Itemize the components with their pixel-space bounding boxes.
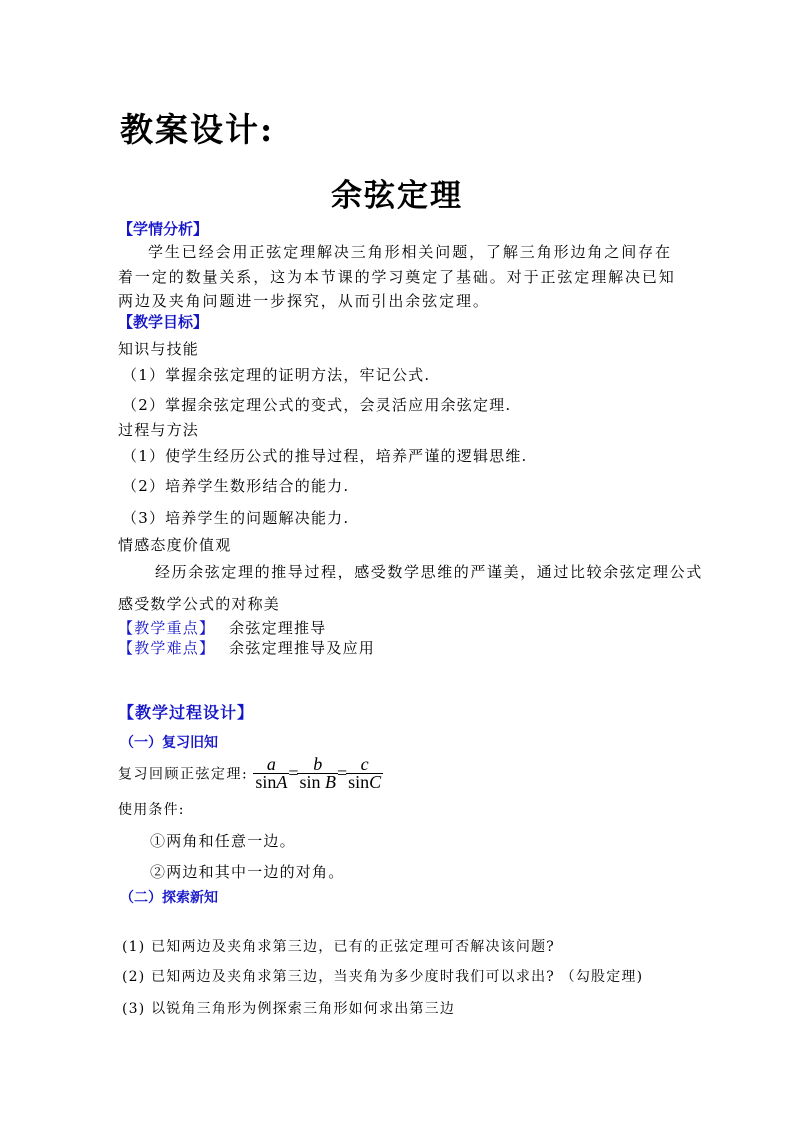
attitude-label: 情感态度价值观 — [118, 536, 232, 554]
condition-item: ②两边和其中一边的对角。 — [150, 863, 345, 881]
process-item: （2）培养学生数形结合的能力. — [122, 477, 350, 495]
question-item: (3) 以锐角三角形为例探索三角形如何求出第三边 — [122, 1001, 456, 1017]
difficulty-row — [118, 637, 375, 658]
conditions-label: 使用条件: — [118, 802, 185, 818]
document-title: 教案设计: — [120, 110, 275, 149]
process-item: （1）使学生经历公式的推导过程，培养严谨的逻辑思维. — [122, 447, 528, 465]
attitude-line-1: 经历余弦定理的推导过程，感受数学思维的严谨美，通过比较余弦定理公式 — [155, 563, 703, 581]
process-label: 过程与方法 — [118, 421, 200, 439]
attitude-line-2: 感受数学公式的对称美 — [118, 595, 281, 613]
analysis-paragraph: 学生已经会用正弦定理解决三角形相关问题，了解三角形边角之间存在着一定的数量关系，这为本节课的学习奠定了基础。对于正弦定理解决已知两边及夹角问题进一步探究，从而引出余弦定理。 — [118, 243, 676, 310]
part2-heading: （二）探索新知 — [120, 890, 218, 906]
knowledge-label: 知识与技能 — [118, 340, 200, 358]
condition-item: ①两角和任意一边。 — [150, 832, 296, 850]
process-design-heading: 【教学过程设计】 — [118, 703, 255, 722]
difficulty-heading: 【教学难点】 — [118, 639, 216, 657]
analysis-heading: 【学情分析】 — [118, 220, 209, 238]
knowledge-item: （2）掌握余弦定理公式的变式，会灵活应用余弦定理. — [122, 396, 512, 414]
question-item: (1) 已知两边及夹角求第三边，已有的正弦定理可否解决该问题? — [122, 939, 555, 955]
key-point-text: 余弦定理推导 — [229, 619, 327, 637]
objectives-heading: 【教学目标】 — [118, 313, 209, 331]
question-item: (2) 已知两边及夹角求第三边，当夹角为多少度时我们可以求出? （勾股定理) — [122, 969, 644, 985]
lesson-title: 余弦定理 — [331, 178, 463, 214]
knowledge-item: （1）掌握余弦定理的证明方法，牢记公式. — [122, 366, 431, 384]
key-point-heading: 【教学重点】 — [118, 619, 216, 637]
formula-label: 复习回顾正弦定理: — [118, 766, 249, 783]
sine-law-line: 复习回顾正弦定理: $\frac{a}{\sin A}$ = $\frac{b}{\text{sin B}}$ = $\frac{c}{\sin C}$ — [118, 754, 382, 792]
fraction-b: $\frac{b}{\text{sin B}}$ — [299, 754, 336, 792]
fraction-c: $\frac{c}{\sin C}$ — [348, 754, 382, 792]
process-item: （3）培养学生的问题解决能力. — [122, 509, 350, 527]
fraction-a: $\frac{a}{\sin A}$ — [255, 754, 288, 792]
key-point-row — [118, 617, 326, 638]
difficulty-text: 余弦定理推导及应用 — [229, 639, 375, 657]
part1-heading: （一）复习旧知 — [120, 735, 218, 751]
